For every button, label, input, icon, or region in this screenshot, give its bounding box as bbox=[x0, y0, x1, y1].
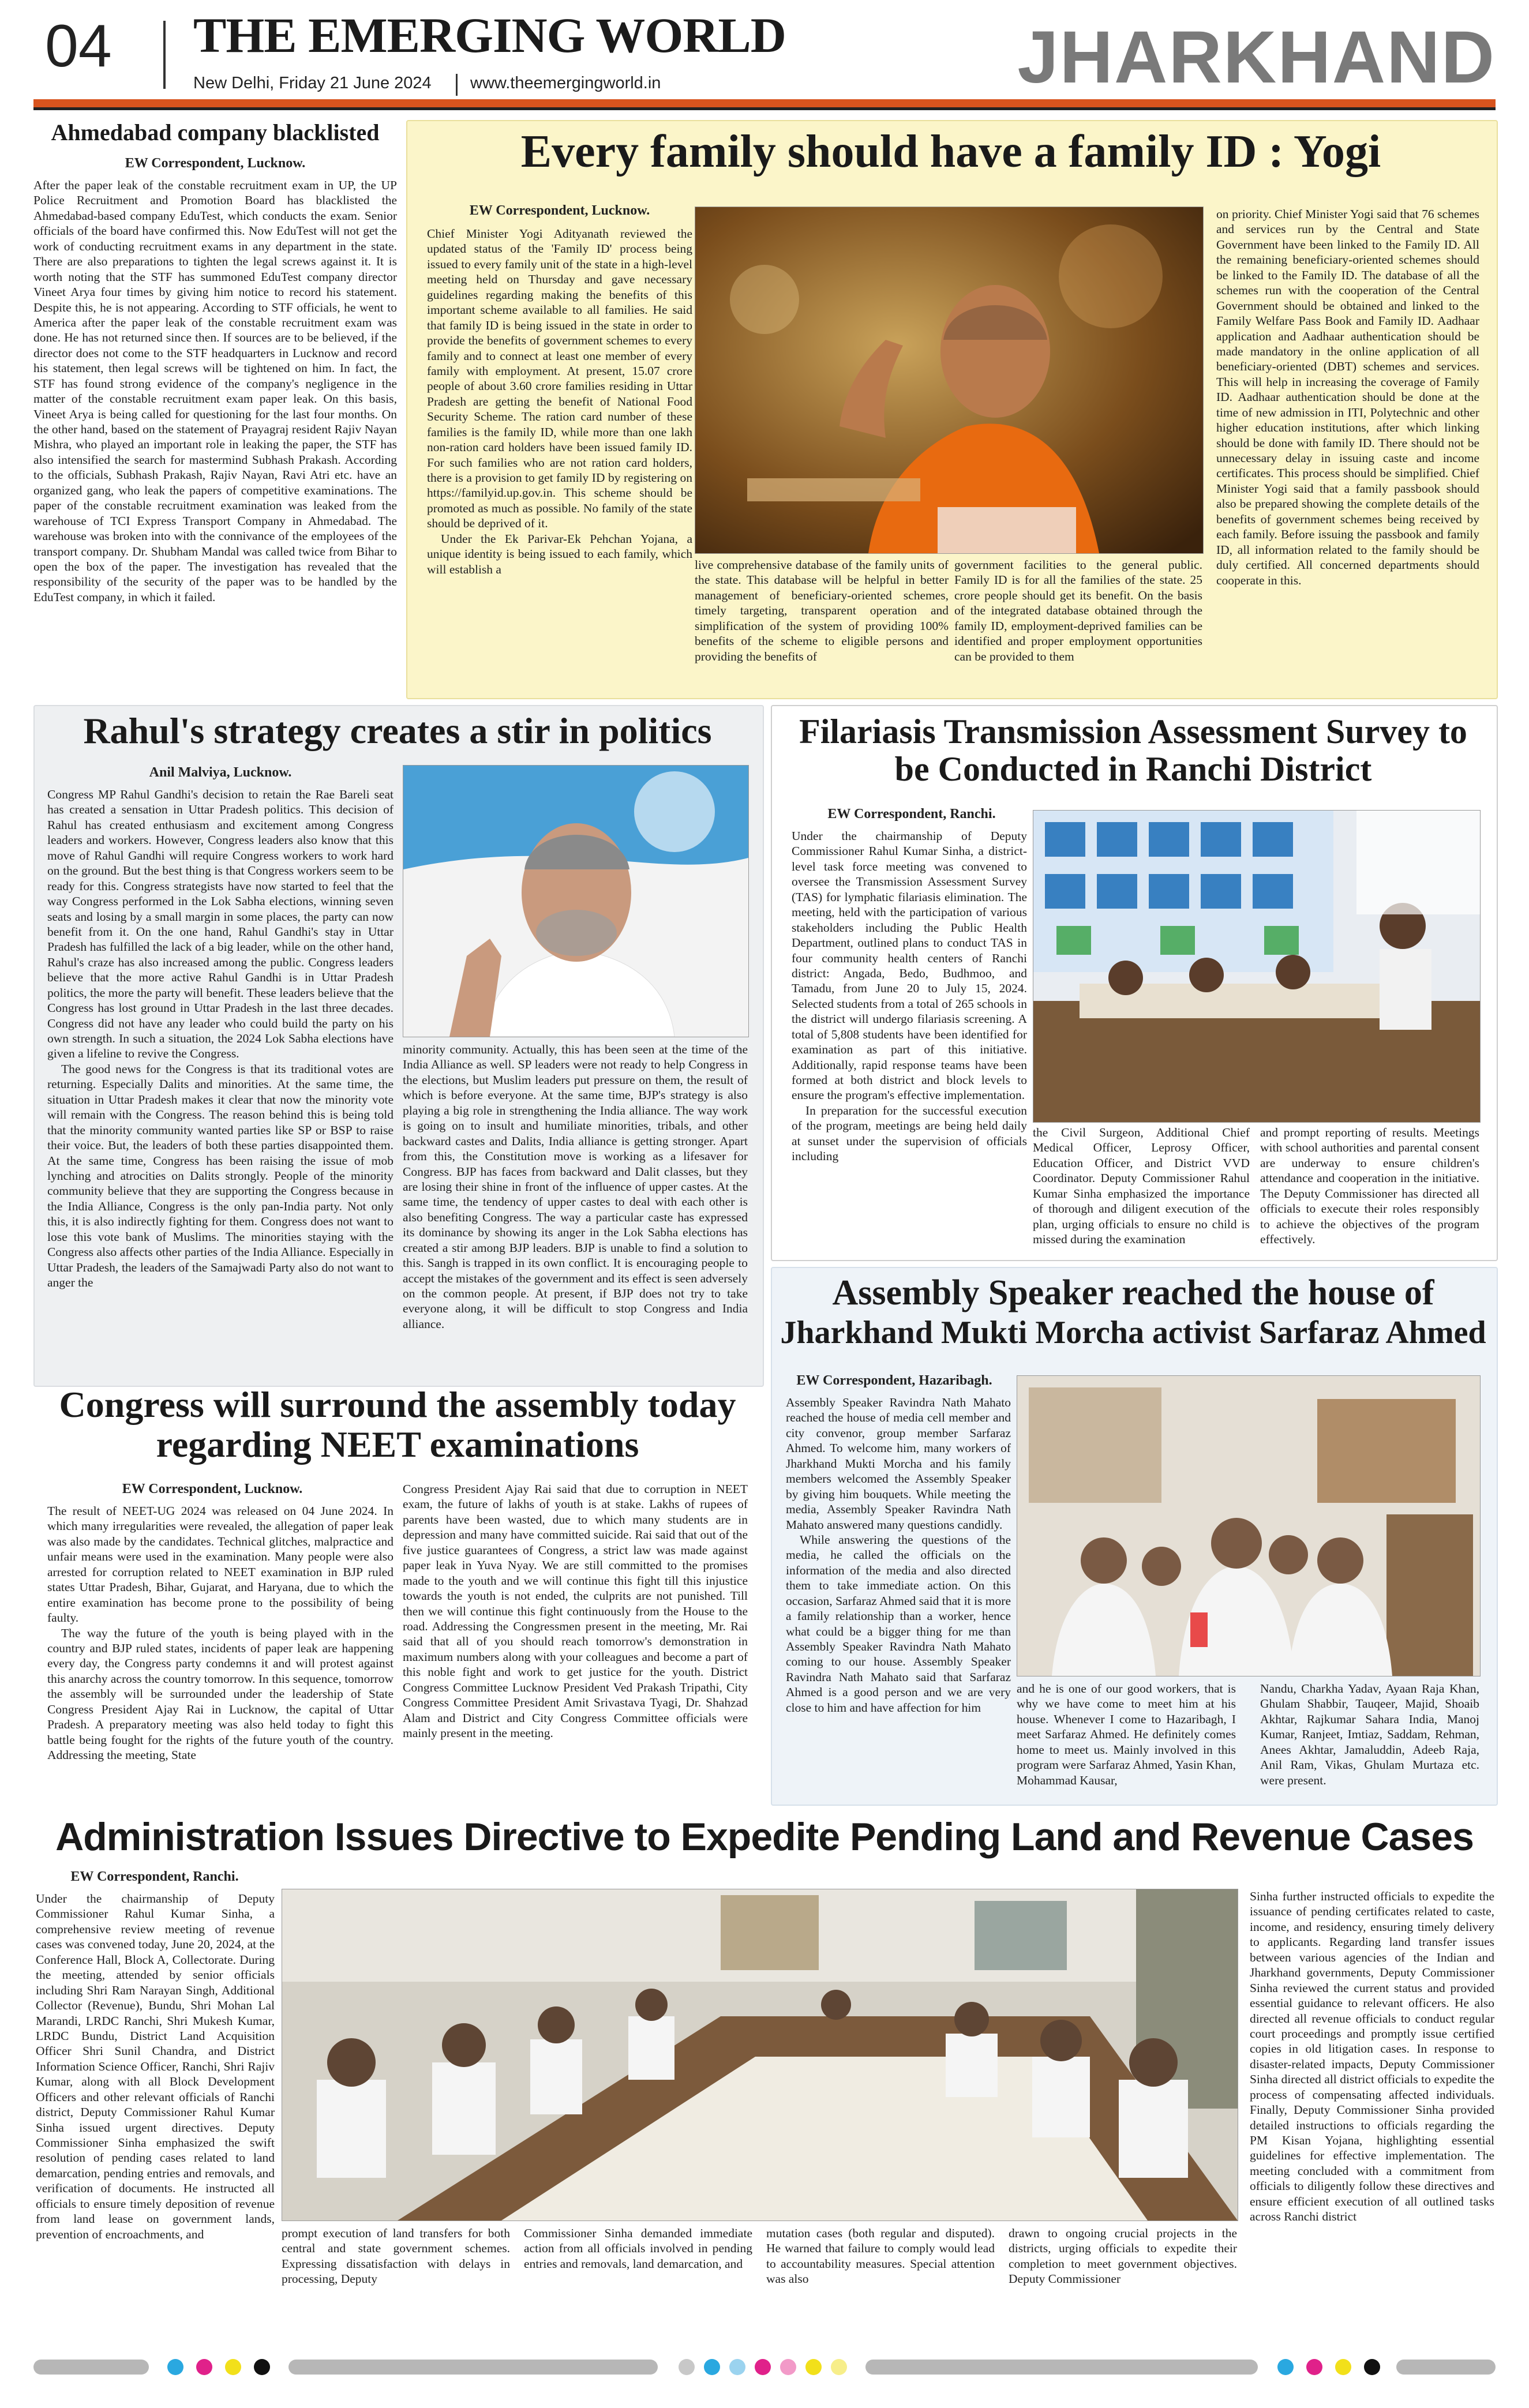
admin-photo bbox=[282, 1889, 1238, 2221]
filariasis-col3 bbox=[1260, 1125, 1479, 1255]
speaker-col1 bbox=[786, 1395, 1011, 1801]
rahul-photo bbox=[403, 765, 749, 1037]
dateline: New Delhi, Friday 21 June 2024 bbox=[193, 74, 432, 92]
footer-bar-mid1 bbox=[288, 2360, 658, 2375]
yogi-col3-p: government facilities to the general public. Family ID is for all the families of the state. 25 crore people should get its benefit. On the basis of the integrated database obtained through the family ID, employment-deprived families can be identified and proper employment opportunities can be provided to them bbox=[954, 558, 1202, 663]
yogi-col4 bbox=[1216, 207, 1479, 695]
yogi-col2 bbox=[695, 557, 949, 695]
yellow-dot bbox=[225, 2359, 241, 2375]
neet-byline: EW Correspondent, Lucknow. bbox=[122, 1481, 303, 1496]
footer-bar-left bbox=[33, 2360, 149, 2375]
admin-col1-p: Under the chairmanship of Deputy Commissioner Rahul Kumar Sinha, a comprehensive review meeting of revenue cases was convened today, June 20, 2024, at the Conference Hall, Block A, Collectorate. During the meeting, attended by senior officials including Shri Ram Narayan Singh, Additional Collector (Revenue), Bundu, Shri Mohan Lal Marandi, LRDC Ranchi, Shri Mukesh Kumar, LRDC Bundu, District Land Acquisition Officer Shri Sunil Chandra, and District Information Science Officer, Ranchi, Shri Rajiv Kumar, along with all Block Development Officers and other relevant officials of Ranchi district, Deputy Commissioner Rahul Kumar Sinha issued urgent directives. Deputy Commissioner Sinha emphasized the swift resolution of pending cases related to land demarcation, pending entries and removals, and verification of documents. He instructed all officials to ensure timely deposition of revenue from land lease on government lands, prevention of encroachments, and bbox=[36, 1892, 275, 2241]
speaker-byline: EW Correspondent, Hazaribagh. bbox=[796, 1373, 992, 1388]
admin-col2 bbox=[282, 2226, 510, 2353]
neet-col1 bbox=[47, 1503, 394, 1803]
speaker-headline-line1: Assembly Speaker reached the house of bbox=[832, 1273, 1434, 1312]
page-number: 04 bbox=[45, 13, 112, 80]
rahul-col1 bbox=[47, 787, 394, 1381]
black-dot bbox=[1364, 2359, 1380, 2375]
footer-dots-3 bbox=[1277, 2359, 1380, 2375]
blacklist-body bbox=[33, 178, 397, 697]
admin-col6-p: Sinha further instructed officials to expedite the issuance of pending certificates related to caste, income, and residency, ensuring timely delivery to applicants. Regarding land transfer issues between various agencies of the Indian and Jharkhand governments, Deputy Commissioner Sinha reviewed the current status and provided essential guidance to relevant officers. He also directed all revenue officials to conduct regular court proceedings and promptly issue certified copies in old litigation cases. In response to disaster-related impacts, Deputy Commissioner Sinha directed all district officials to expedite the process of compensating affected individuals. Finally, Deputy Commissioner Sinha provided detailed instructions to officials regarding the PM Kisan Yojana, highlighting essential guidelines for effective implementation. The meeting concluded with a commitment from officials to diligently follow these directives and ensure efficient execution of all outlined tasks across Ranchi district bbox=[1250, 1889, 1494, 2224]
magenta-dot bbox=[755, 2359, 771, 2375]
neet-col2 bbox=[403, 1481, 748, 1803]
cyan-dot bbox=[167, 2359, 183, 2375]
admin-headline: Administration Issues Directive to Expedite Pending Land and Revenue Cases bbox=[55, 1815, 1474, 1859]
yogi-byline: EW Correspondent, Lucknow. bbox=[469, 203, 650, 218]
rahul-col1-p2: The good news for the Congress is that its traditional votes are returning. Especially Dalits and minorities. At the same time, the situation in Uttar Pradesh makes it clear that now the minority vote will remain with the Congress. The reason behind this is being told that the minority community wanted parties like SP or BSP to raise their voice. But, the leaders of both these parties disappointed them. At the same time, Congress has been raising the issue of mob lynching and atrocities on Dalits strongly. People of the minority community believe that they are supporting the Congress because in the India Alliance, Congress is the only pan-India party. Not only this, it is also indirectly fighting for them. Congress does not want to lose this vote bank of Muslims. The minorities staying with the Congress also affects other parties of the India Alliance. Especially in Uttar Pradesh, the leaders of the Samajwadi Party also do not want to anger the bbox=[47, 1062, 394, 1289]
speaker-col1-p2: While answering the questions of the media, he called the officials on the information of the media and also directed them to take immediate action. On this occasion, Sarfaraz Ahmed said that it is more a family relationship than a worker, hence what could be a bigger thing for me than Assembly Speaker Ravindra Nath Mahato coming to our house. Assembly Speaker Ravindra Nath Mahato said that Sarfaraz Ahmed is a good person and we are very close to him and have affection for him bbox=[786, 1532, 1011, 1715]
rahul-headline: Rahul's strategy creates a stir in politics bbox=[83, 710, 712, 751]
filariasis-headline: Filariasis Transmission Assessment Survey to be Conducted in Ranchi District bbox=[799, 712, 1467, 788]
blacklist-headline: Ahmedabad company blacklisted bbox=[51, 119, 380, 145]
filariasis-col1-p1: Under the chairmanship of Deputy Commissioner Rahul Kumar Sinha, a district-level task force meeting was convened to oversee the Transmission Assessment Survey (TAS) for lymphatic filariasis elimination. The meeting, held with the participation of various stakeholders including the Public Health Department, outlined plans to conduct TAS in four community health centers of Ranchi district: Angada, Bedo, Budhmoo, and Tamadu, from June 20 to July 15, 2024. Selected students from a total of 265 schools in the district will undergo filariasis screening. A total of 5,808 students have been identified for examination as part of this initiative. Additionally, rapid response teams have been formed at both district and block levels to ensure the program's effective implementation. bbox=[792, 829, 1027, 1102]
admin-byline: EW Correspondent, Ranchi. bbox=[70, 1869, 239, 1884]
black-dot bbox=[254, 2359, 270, 2375]
rahul-byline: Anil Malviya, Lucknow. bbox=[149, 765, 292, 780]
admin-col2-p: prompt execution of land transfers for both central and state government schemes. Expressing dissatisfaction with delays in processing, Deputy bbox=[282, 2226, 510, 2286]
rahul-col1-p1: Congress MP Rahul Gandhi's decision to retain the Rae Bareli seat has created a sensation in Uttar Pradesh politics. This decision of Rahul has created enthusiasm and excitement among Congress leaders and workers. However, Congress leaders also know that this move of Rahul Gandhi will require Congress workers to work hard on the ground. But the best thing is that Congress workers seem to be ready for this. Congress strategists have now started to feel that the way Congress performed in the Lok Sabha elections, winning seven seats and losing by a small margin in some places, the party can now benefit from it. On the one hand, Rahul Gandhi's stay in Uttar Pradesh has fulfilled the lack of a big leader, while on the other hand, Rahul's craze has also increased among the public. Congress leaders believe that the more active Rahul Gandhi is in Uttar Pradesh politics, the more the party will benefit. These leaders believe that the Congress has lost ground in Uttar Pradesh in the last three decades. Congress did not have any leader who could build the party on his own strength. In such a situation, the 2024 Lok Sabha elections have given a lifeline to revive the Congress. bbox=[47, 787, 394, 1061]
filariasis-col3-p: and prompt reporting of results. Meetings with school authorities and parental consent are underway to ensure children's attendance and cooperation in the initiative. The Deputy Commissioner has directed all officials to execute their roles responsibly to achieve the objectives of the program effectively. bbox=[1260, 1126, 1479, 1247]
dateline-divider bbox=[456, 74, 458, 96]
speaker-col2 bbox=[1017, 1681, 1236, 1801]
pale-yellow-dot bbox=[831, 2359, 847, 2375]
filariasis-photo bbox=[1033, 810, 1481, 1123]
website-link[interactable]: www.theemergingworld.in bbox=[470, 74, 661, 92]
yogi-col4-p: on priority. Chief Minister Yogi said that 76 schemes and services run by the Central and State Government have been linked to the Family ID. All the remaining beneficiary-oriented schemes should be linked to the Family ID. The database of all the schemes run with the cooperation of the Central Government should be obtained and linked to the Family Welfare Pass Book and Family ID. Aadhaar application and Aadhaar authentication should be made mandatory in the online application of all beneficiary-oriented (DBT) schemes and services. This will help in increasing the coverage of Family ID. Aadhaar authentication should be done at the time of new admission in ITI, Polytechnic and other higher education institutions, after which linking should be done with family ID. There should not be unnecessary delay in issuing caste and income certificates. This process should be simplified. Chief Minister Yogi said that a family passbook should also be prepared showing the complete details of the benefits of government schemes being received by each family. Before issuing the passbook and family ID, all information related to the family should be duly certified. All concerned departments should cooperate in this. bbox=[1216, 207, 1479, 587]
filariasis-col2 bbox=[1033, 1125, 1250, 1255]
admin-col4 bbox=[766, 2226, 995, 2353]
admin-col5-p: drawn to ongoing crucial projects in the districts, urging officials to expedite their completion to meet government objectives. Deputy Commissioner bbox=[1009, 2226, 1237, 2286]
blacklist-byline: EW Correspondent, Lucknow. bbox=[125, 156, 306, 171]
cyan-dot bbox=[704, 2359, 720, 2375]
blacklist-paragraph: After the paper leak of the constable recruitment exam in UP, the UP Police Recruitment and Promotion Board has blacklisted the Ahmedabad-based company EduTest, which conducts the exam. Senior officials of the board have confirmed this. Now EduTest will not get the work of conducting recruitment exams in any department in the state. There are also preparations to tighten the legal screws against it. It is worth noting that the STF has summoned EduTest company director Vineet Arya four times by giving him notice to record his statement. Despite this, he is not appearing. According to STF officials, he went to America after the paper leak of the constable recruitment exam was done. He has not returned since then. If sources are to be believed, if the director does not come to the STF headquarters in Lucknow and record his statement, then legal screws will be tightened on him. In fact, the STF has found strong evidence of the company's negligence in the matter of the constable recruitment exam paper leak. On this basis, Vineet Arya is being called for questioning for the last four months. On the other hand, based on the statement of Prayagraj resident Rajiv Nayan Mishra, who played an important role in leaking the paper, the STF has also intensified the search for mastermind Subhash Prakash. According to the officials, Subhash Prakash, Rajiv Nayan, Ravi Atri etc. have an organized gang, who leak the papers of competitive examinations. The paper of the constable recruitment examination was leaked from the warehouse of TCI Express Transport Company in Ahmedabad. The warehouse was broken into with the connivance of the employees of the transport company. Dr. Shubham Mandal was called twice from Bihar to open the box of the paper. The investigation has revealed that the responsibility of the security of the paper was to be handled by the EduTest company, in which it failed. bbox=[33, 178, 397, 604]
yogi-col3 bbox=[954, 557, 1202, 695]
cyan-dot bbox=[1277, 2359, 1294, 2375]
admin-col6 bbox=[1250, 1889, 1494, 2353]
neet-col1-p1: The result of NEET-UG 2024 was released on 04 June 2024. In which many irregularities were revealed, the allegation of paper leak was also made by the candidates. Technical glitches, malpractice and unfair means were used in the examination. Many people were also arrested for corruption related to NEET examination in BJP ruled states Uttar Pradesh, Bihar, Gujarat, and Haryana, due to which the entire examination has become prone to the possibility of being faulty. bbox=[47, 1504, 394, 1625]
neet-col2-p: Congress President Ajay Rai said that due to corruption in NEET exam, the future of lakhs of youth is at stake. Lakhs of rupees of parents have been wasted, due to which many students are in depression and many have committed suicide. Rai said that out of the five justice guarantees of Congress, a strict law was made against paper leak in Yuva Nyay. We are still committed to the promises made to the youth and we will continue this fight till this injustice towards the youth is not ended, the culprits are not punished. Till then we will continue this fight continuously from the House to the road. Addressing the Congressmen present in the meeting, Mr. Rai said that all of you should reach tomorrow's demonstration in maximum numbers along with your colleagues and become a part of this noble fight and work to get justice for the youth. District Congress Committee Lucknow President Ved Prakash Tripathi, City Congress Committee President Amit Srivastava Tyagi, Dr. Shahzad Alam and District and City Congress Committee officials were mainly present in the meeting. bbox=[403, 1482, 748, 1740]
filariasis-col1 bbox=[792, 828, 1027, 1255]
gray-dot bbox=[679, 2359, 695, 2375]
yogi-headline: Every family should have a family ID : Yogi bbox=[520, 126, 1381, 177]
admin-col3-p: Commissioner Sinha demanded immediate action from all officials involved in pending entries and removals, land demarcation, and bbox=[524, 2226, 752, 2271]
yogi-col1-p1: Chief Minister Yogi Adityanath reviewed the updated status of the 'Family ID' process being issued to every family unit of the state in a high-level meeting held on Thursday and gave necessary guidelines regarding making the benefits of this important scheme available to all families. He said that family ID is being issued in the state in order to provide the benefits of government schemes to every family and to connect at least one member of every family with employment. At present, 15.07 crore people of about 3.60 crore families residing in Uttar Pradesh are getting the benefit of National Food Security Scheme. The ration card number of these families is the family ID, while more than one lakh non-ration card holders have been issued family ID. For such families who are not ration card holders, there is a provision to get family ID by registering on https://familyid.up.gov.in. This scheme should be promoted as much as possible. No family of the state should be deprived of it. bbox=[427, 227, 692, 531]
speaker-col3-p: Nandu, Charkha Yadav, Ayaan Raja Khan, Ghulam Shabbir, Tauqeer, Majid, Shoaib Akhtar, Rajkumar Sahara India, Manoj Kumar, Ranjeet, Imtiaz, Saddam, Rehman, Anees Akhtar, Jamaluddin, Adeeb Raja, Anil Ram, Vikas, Ghulam Murtaza etc. were present. bbox=[1260, 1682, 1479, 1787]
section-title: JHARKHAND bbox=[1017, 16, 1496, 99]
admin-col3 bbox=[524, 2226, 752, 2353]
speaker-col3 bbox=[1260, 1681, 1479, 1801]
yogi-col1-p2: Under the Ek Parivar-Ek Pehchan Yojana, a unique identity is being issued to each family, which will establish a bbox=[427, 531, 692, 576]
masthead-divider bbox=[163, 21, 166, 89]
filariasis-col2-p: the Civil Surgeon, Additional Chief Medical Officer, Leprosy Officer, Education Officer, and District VVD Coordinator. Deputy Commissioner Rahul Kumar Sinha emphasized the importance of thorough and diligent execution of the plan, urging officials to ensure no child is missed during the examination bbox=[1033, 1126, 1250, 1247]
admin-col4-p: mutation cases (both regular and disputed). He warned that failure to comply would lead to accountability measures. Special attention was also bbox=[766, 2226, 995, 2286]
speaker-photo bbox=[1017, 1375, 1481, 1676]
yogi-col2-p: live comprehensive database of the family units of the state. This database will be helpful in better management of beneficiary-oriented schemes, timely targeting, transparent operation and simplification of the system of providing 100% benefits of the scheme to eligible persons and providing the benefits of bbox=[695, 558, 949, 663]
footer-dots-1 bbox=[167, 2359, 270, 2375]
yellow-dot bbox=[1335, 2359, 1351, 2375]
light-cyan-dot bbox=[729, 2359, 745, 2375]
footer-bar-right bbox=[1396, 2360, 1496, 2375]
pink-dot bbox=[780, 2359, 796, 2375]
filariasis-col1-p2: In preparation for the successful execution of the program, meetings are being held daily at sunset under the supervision of officials including bbox=[792, 1103, 1027, 1164]
rahul-col2 bbox=[403, 1042, 748, 1381]
filariasis-byline: EW Correspondent, Ranchi. bbox=[827, 807, 996, 822]
masthead-rule bbox=[33, 107, 1496, 110]
magenta-dot bbox=[196, 2359, 212, 2375]
admin-col1 bbox=[36, 1891, 275, 2353]
yellow-dot bbox=[805, 2359, 822, 2375]
neet-col1-p2: The way the future of the youth is being played with in the country and BJP ruled states, incidents of paper leak are happening every day, the Congress party condemns it and will protest against this anarchy across the country tomorrow. In this sequence, tomorrow the assembly will be surrounded under the leadership of State Congress President Ajay Rai in Lucknow, the capital of Uttar Pradesh. A preparatory meeting was also held today to fight this battle being fought for the rights of the future youth of the country. Addressing the meeting, State bbox=[47, 1626, 394, 1762]
speaker-col2-p: and he is one of our good workers, that is why we have come to meet him at his house. Whenever I come to Hazaribagh, I meet Sarfaraz Ahmed. He definitely comes home to meet us. Mainly involved in this program were Sarfaraz Ahmed, Yasin Khan, Mohammad Kausar, bbox=[1017, 1682, 1236, 1787]
speaker-headline-line2: Jharkhand Mukti Morcha activist Sarfaraz Ahmed bbox=[780, 1315, 1486, 1351]
rahul-col2-p: minority community. Actually, this has been seen at the time of the India Alliance as well. SP leaders were not ready to help Congress in the elections, but Muslim leaders put pressure on them, the result of which is before everyone. At the same time, BJP's strategy is also playing a big role in strengthening the India alliance. The way work is going on to insult and humiliate minorities, tribals, and other backward castes and Dalits, India alliance is getting stronger. Apart from this, the Constitution move is working as a lifesaver for Congress. BJP has faces from backward and Dalit classes, but they are losing their shine in front of the influence of upper castes. At the same time, the tendency of upper castes to deal with each other is also benefiting Congress. The way a particular caste has expressed its dominance by showing its anger in the Lok Sabha elections has created a stir among BJP leaders. BJP is unable to find a solution to this. Sangh is trapped in its own conflict. It is encouraging people to accept the mistakes of the government and its effect is seen adversely on the common people. At present, if BJP does not try to take everyone along, it will be difficult to stop Congress and India alliance. bbox=[403, 1042, 748, 1331]
neet-headline: Congress will surround the assembly today regarding NEET examinations bbox=[59, 1384, 736, 1465]
yogi-photo bbox=[695, 207, 1204, 554]
speaker-col1-p1: Assembly Speaker Ravindra Nath Mahato reached the house of media cell member and city convenor, group member Sarfaraz Ahmed. To welcome him, many workers of Jharkhand Mukti Morcha and his family members welcomed the Assembly Speaker by giving him bouquets. While meeting the media, Assembly Speaker Ravindra Nath Mahato answered many questions candidly. bbox=[786, 1396, 1011, 1532]
footer-bar-mid2 bbox=[865, 2360, 1258, 2375]
masthead-accent-rule bbox=[33, 99, 1496, 107]
paper-name: THE EMERGING WORLD bbox=[193, 7, 786, 63]
admin-col5 bbox=[1009, 2226, 1237, 2353]
magenta-dot bbox=[1306, 2359, 1322, 2375]
footer-dots-2 bbox=[679, 2359, 847, 2375]
yogi-col1 bbox=[427, 226, 692, 692]
